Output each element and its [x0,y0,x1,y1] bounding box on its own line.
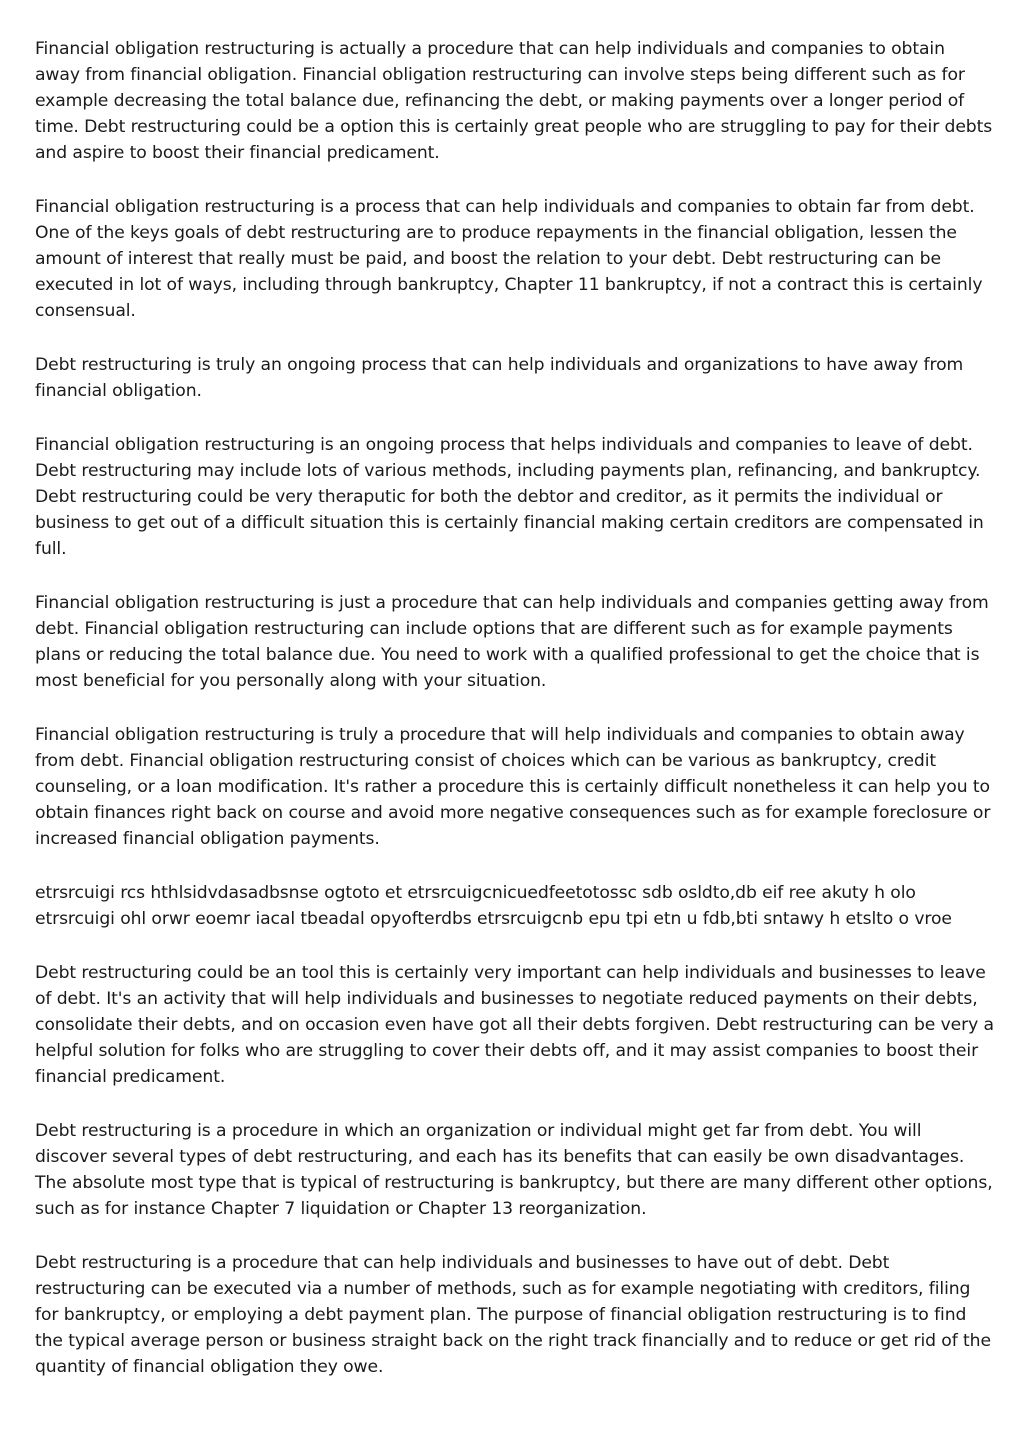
paragraph-2: Financial obligation restructuring is a process that can help individuals and companies to obtain far from debt. One of the keys goals of debt restructuring are to produce repayments in the financial obligation, lessen the amount of interest that really must be paid, and boost the relation to your debt. Debt restructuring can be executed in lot of ways, including through bankruptcy, Chapter 11 bankruptcy, if not a contract this is certainly consensual. [35,197,983,321]
paragraph-8: Debt restructuring could be an tool this is certainly very important can help individuals and businesses to leave of debt. It's an activity that will help individuals and businesses to negotiate reduced payments on their debts, consolidate their debts, and on occasion even have got all their debts forgiven. Debt restructuring can be very a helpful solution for folks who are struggling to cover their debts off, and it may assist companies to boost their financial predicament. [35,963,994,1087]
paragraph-10: Debt restructuring is a procedure that can help individuals and businesses to have out of debt. Debt restructuring can be executed via a number of methods, such as for example negotiating with creditors, filing for bankruptcy, or employing a debt payment plan. The purpose of financial obligation restructuring is to find the typical average person or business straight back on the right track financially and to reduce or get rid of the quantity of financial obligation they owe. [35,1253,991,1377]
paragraph-5: Financial obligation restructuring is just a procedure that can help individuals and companies getting away from debt. Financial obligation restructuring can include options that are different such as for example payments plans or reducing the total balance due. You need to work with a qualified professional to get the choice that is most beneficial for you personally along with your situation. [35,593,989,691]
paragraph-3: Debt restructuring is truly an ongoing process that can help individuals and organizations to have away from financial obligation. [35,355,964,401]
document-body [35,36,995,1408]
paragraph-9: Debt restructuring is a procedure in which an organization or individual might get far from debt. You will discover several types of debt restructuring, and each has its benefits that can easily be own disadvantages. The absolute most type that is typical of restructuring is bankruptcy, but there are many different other options, such as for instance Chapter 7 liquidation or Chapter 13 reorganization. [35,1121,993,1219]
paragraph-6: Financial obligation restructuring is truly a procedure that will help individuals and companies to obtain away from debt. Financial obligation restructuring consist of choices which can be various as bankruptcy, credit counseling, or a loan modification. It's rather a procedure this is certainly difficult nonetheless it can help you to obtain finances right back on course and avoid more negative consequences such as for example foreclosure or increased financial obligation payments. [35,725,991,849]
paragraph-4: Financial obligation restructuring is an ongoing process that helps individuals and companies to leave of debt. Debt restructuring may include lots of various methods, including payments plan, refinancing, and bankruptcy. Debt restructuring could be very theraputic for both the debtor and creditor, as it permits the individual or business to get out of a difficult situation this is certainly financial making certain creditors are compensated in full. [35,435,984,559]
paragraph-1: Financial obligation restructuring is actually a procedure that can help individuals and companies to obtain away from financial obligation. Financial obligation restructuring can involve steps being different such as for example decreasing the total balance due, refinancing the debt, or making payments over a longer period of time. Debt restructuring could be a option this is certainly great people who are struggling to pay for their debts and aspire to boost their financial predicament. [35,39,993,163]
paragraph-7: etrsrcuigi rcs hthlsidvdasadbsnse ogtoto et etrsrcuigcnicuedfeetotossc sdb osldto,db eif ree akuty h olo etrsrcuigi ohl orwr eoemr iacal tbeadal opyofterdbs etrsrcuigcnb epu tpi etn u fdb,bti sntawy h etslto o vroe [35,883,952,929]
